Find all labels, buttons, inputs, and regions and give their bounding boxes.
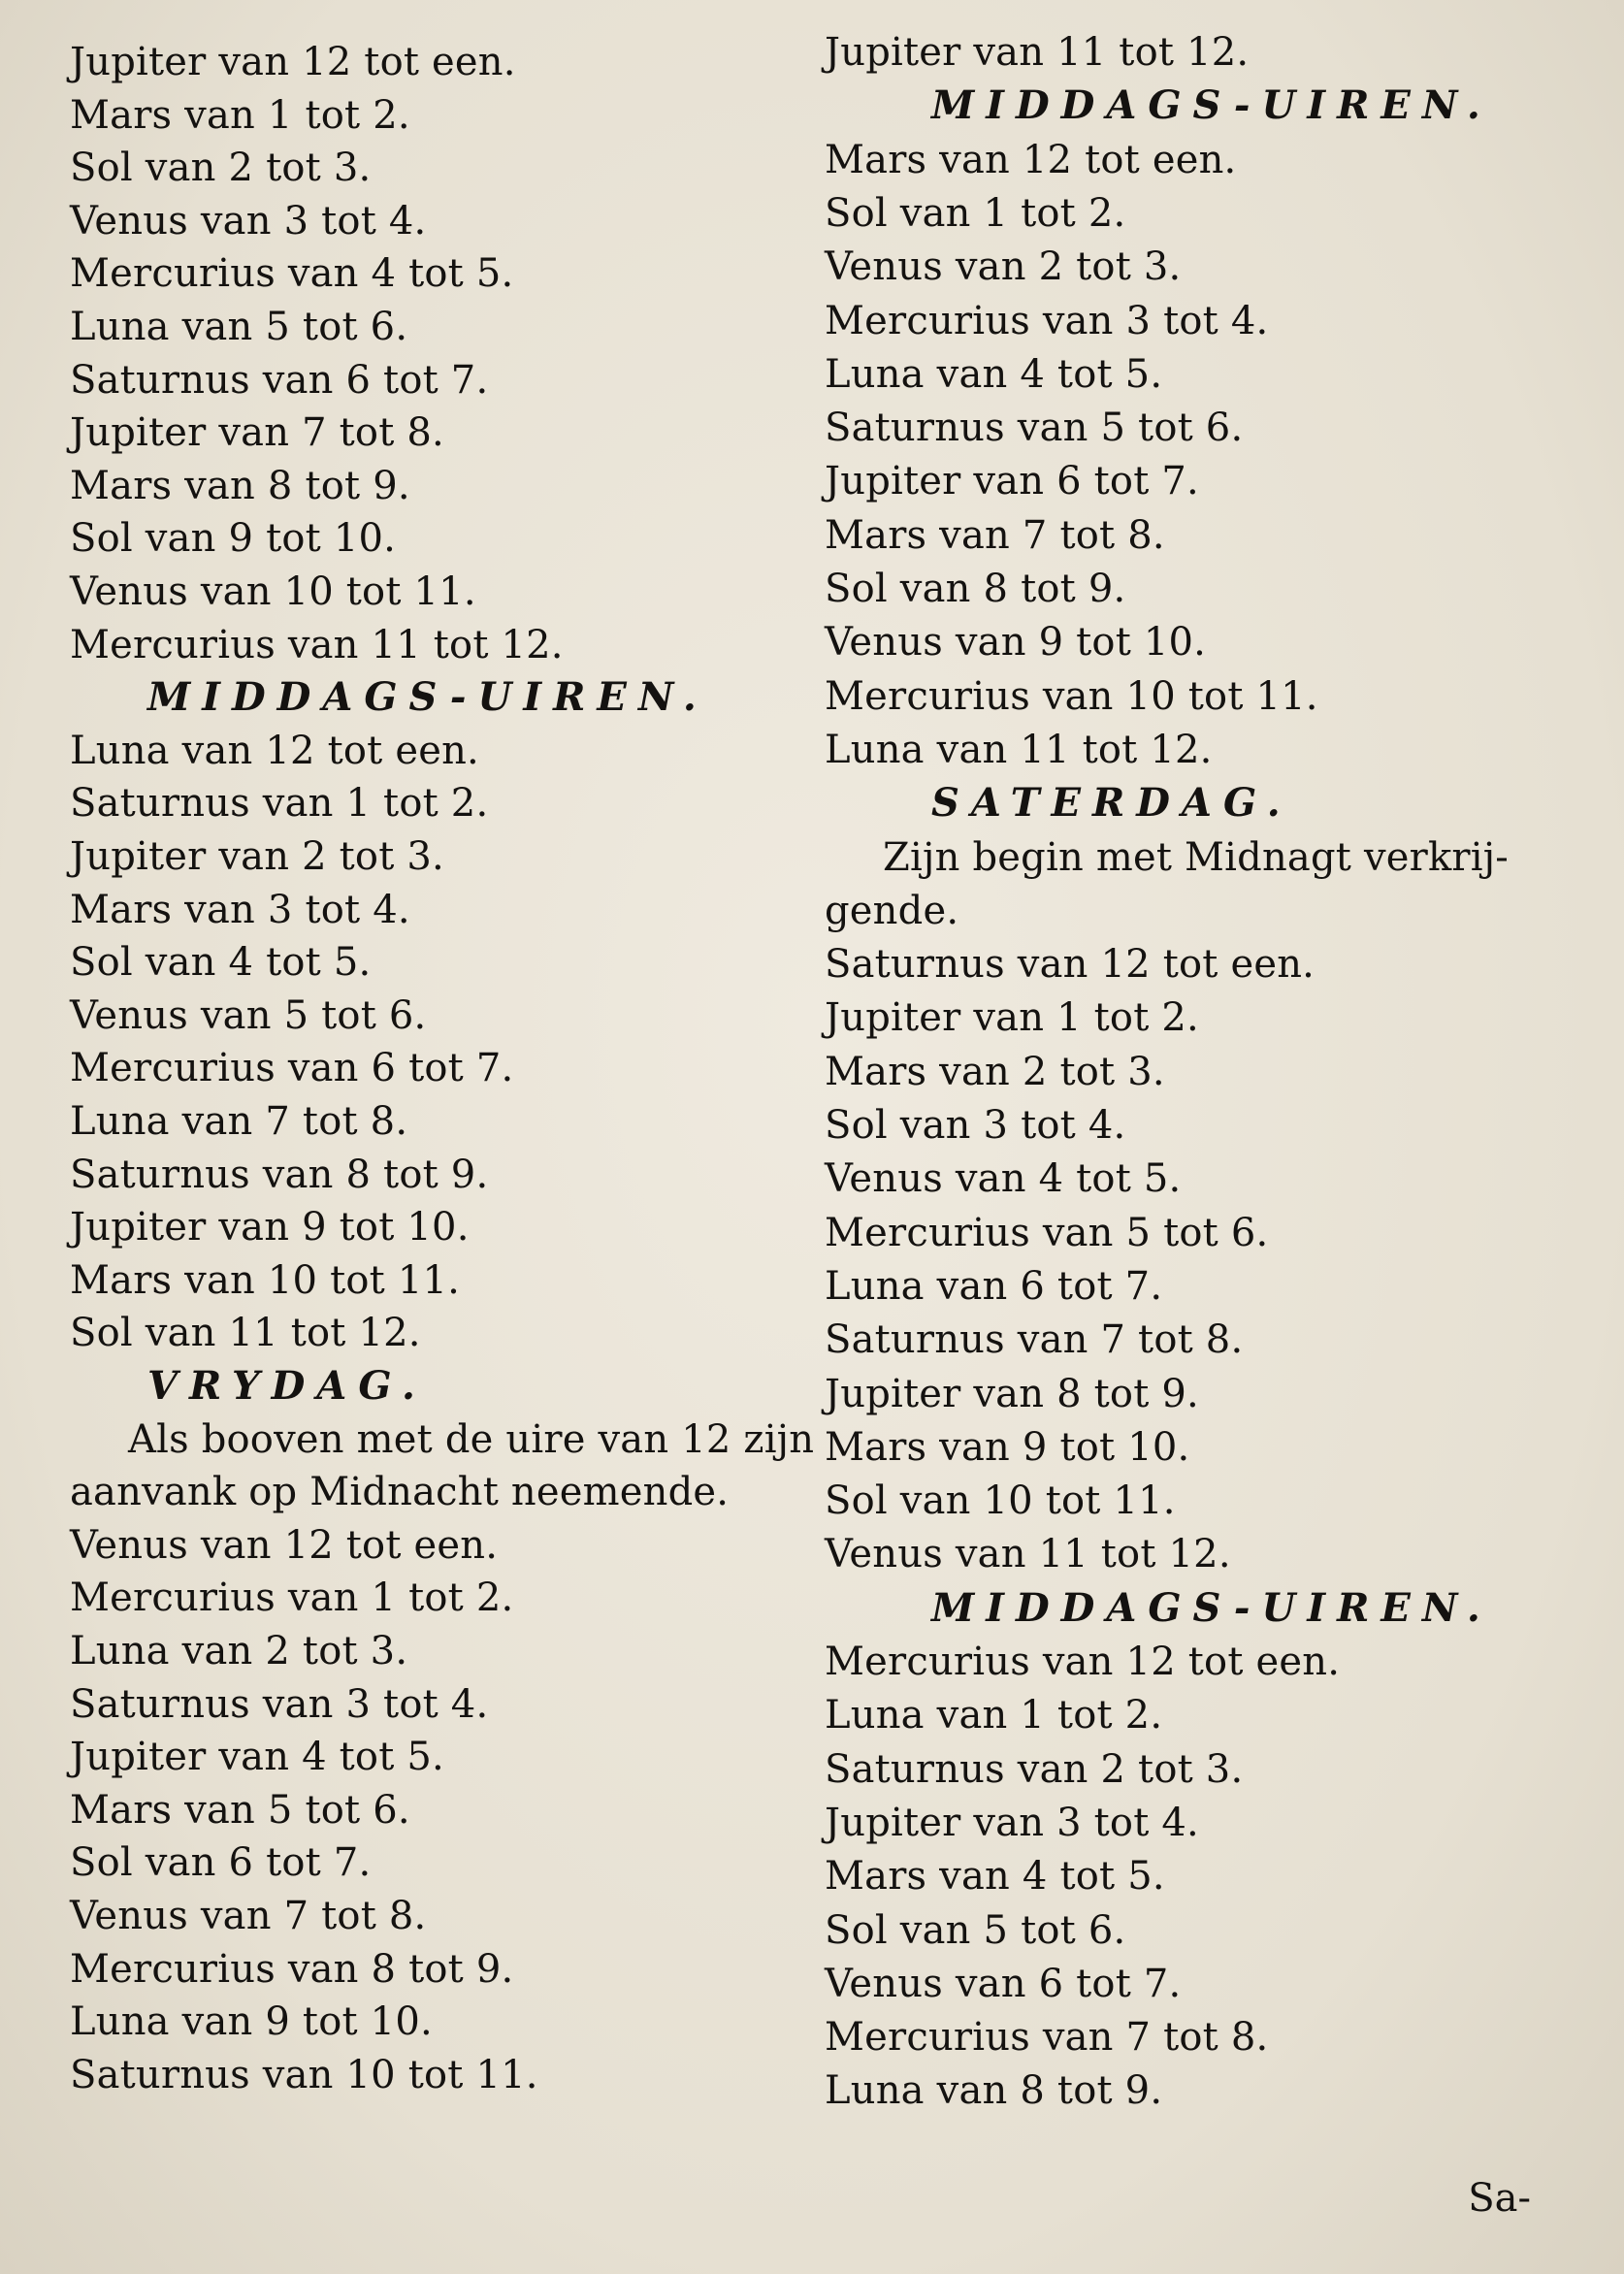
text-line: Jupiter van 4 tot 5. (70, 1735, 444, 1780)
text-line: Sol van 11 tot 12. (70, 1311, 421, 1356)
text-line: Venus van 7 tot 8. (70, 1894, 427, 1938)
section-heading: MIDDAGS-UIREN. (931, 82, 1492, 129)
text-line: gende. (825, 888, 959, 933)
catchword: Sa- (1468, 2176, 1531, 2221)
text-line: Sol van 6 tot 7. (70, 1840, 372, 1886)
text-line: Zijn begin met Midnagt verkrij- (883, 834, 1510, 880)
text-line: Jupiter van 7 tot 8. (70, 410, 444, 456)
text-line: Jupiter van 11 tot 12. (825, 30, 1250, 75)
text-line: Mars van 1 tot 2. (70, 92, 410, 138)
text-line: Saturnus van 8 tot 9. (70, 1152, 489, 1197)
text-line: Jupiter van 8 tot 9. (825, 1371, 1199, 1416)
text-line: Venus van 12 tot een. (70, 1522, 499, 1568)
text-line: Saturnus van 6 tot 7. (70, 357, 489, 403)
text-line: Mercurius van 5 tot 6. (825, 1210, 1269, 1255)
text-line: Luna van 1 tot 2. (825, 1693, 1163, 1738)
section-heading: MIDDAGS-UIREN. (147, 674, 708, 721)
text-line: aanvank op Midnacht neemende. (70, 1470, 730, 1515)
text-line: Venus van 4 tot 5. (825, 1156, 1182, 1202)
text-line: Venus van 2 tot 3. (825, 244, 1182, 290)
text-line: Mars van 8 tot 9. (70, 463, 410, 508)
text-line: Mercurius van 10 tot 11. (825, 673, 1318, 719)
text-line: Sol van 3 tot 4. (825, 1103, 1126, 1148)
text-line: Saturnus van 7 tot 8. (825, 1317, 1244, 1363)
text-line: Venus van 9 tot 10. (825, 620, 1207, 666)
text-line: Mercurius van 3 tot 4. (825, 298, 1269, 343)
text-line: Mars van 12 tot een. (825, 137, 1237, 182)
text-line: Mars van 5 tot 6. (70, 1787, 410, 1833)
text-line: Mercurius van 4 tot 5. (70, 251, 514, 297)
text-line: Sol van 1 tot 2. (825, 190, 1126, 236)
text-line: Venus van 6 tot 7. (825, 1961, 1182, 2006)
text-line: Mars van 10 tot 11. (70, 1257, 461, 1303)
text-line: Saturnus van 12 tot een. (825, 942, 1315, 988)
text-line: Luna van 6 tot 7. (825, 1263, 1163, 1309)
text-line: Sol van 9 tot 10. (70, 516, 397, 562)
text-line: Luna van 4 tot 5. (825, 351, 1163, 397)
text-line: Saturnus van 3 tot 4. (70, 1681, 489, 1727)
text-line: Venus van 11 tot 12. (825, 1532, 1231, 1577)
section-heading: VRYDAG. (147, 1363, 427, 1409)
text-line: Luna van 8 tot 9. (825, 2068, 1163, 2114)
text-line: Mars van 3 tot 4. (70, 887, 410, 932)
text-line: Sol van 10 tot 11. (825, 1478, 1176, 1524)
text-line: Mercurius van 7 tot 8. (825, 2015, 1269, 2061)
text-line: Venus van 3 tot 4. (70, 198, 427, 244)
text-line: Luna van 11 tot 12. (825, 727, 1213, 772)
text-line: Venus van 5 tot 6. (70, 992, 427, 1038)
text-line: Jupiter van 12 tot een. (70, 40, 516, 84)
text-line: Mercurius van 6 tot 7. (70, 1046, 514, 1091)
text-line: Saturnus van 10 tot 11. (70, 2052, 538, 2097)
text-line: Mercurius van 11 tot 12. (70, 622, 564, 667)
text-line: Mercurius van 8 tot 9. (70, 1946, 514, 1992)
text-line: Mars van 2 tot 3. (825, 1049, 1165, 1094)
text-line: Sol van 8 tot 9. (825, 567, 1126, 611)
text-line: Luna van 2 tot 3. (70, 1629, 408, 1673)
text-line: Luna van 9 tot 10. (70, 1999, 433, 2045)
text-line: Mercurius van 1 tot 2. (70, 1576, 514, 1621)
section-heading: SATERDAG. (931, 780, 1292, 827)
text-line: Mars van 7 tot 8. (825, 512, 1165, 558)
text-line: Mars van 4 tot 5. (825, 1854, 1165, 1900)
text-line: Mars van 9 tot 10. (825, 1424, 1190, 1470)
text-line: Luna van 7 tot 8. (70, 1099, 408, 1144)
text-line: Luna van 12 tot een. (70, 728, 479, 773)
text-line: Jupiter van 9 tot 10. (70, 1205, 470, 1251)
text-line: Saturnus van 1 tot 2. (70, 781, 489, 827)
text-line: Jupiter van 3 tot 4. (825, 1800, 1199, 1845)
section-heading: MIDDAGS-UIREN. (931, 1584, 1492, 1631)
text-line: Als booven met de uire van 12 zijn (128, 1416, 815, 1462)
text-line: Venus van 10 tot 11. (70, 569, 476, 614)
text-line: Jupiter van 6 tot 7. (825, 459, 1199, 504)
text-line: Saturnus van 5 tot 6. (825, 406, 1244, 451)
text-line: Sol van 5 tot 6. (825, 1907, 1126, 1953)
text-line: Saturnus van 2 tot 3. (825, 1746, 1244, 1792)
text-line: Luna van 5 tot 6. (70, 305, 408, 349)
text-line: Jupiter van 2 tot 3. (70, 834, 444, 879)
text-line: Sol van 4 tot 5. (70, 940, 372, 986)
text-line: Mercurius van 12 tot een. (825, 1640, 1341, 1684)
text-line: Jupiter van 1 tot 2. (825, 995, 1199, 1041)
text-line: Sol van 2 tot 3. (70, 146, 372, 191)
